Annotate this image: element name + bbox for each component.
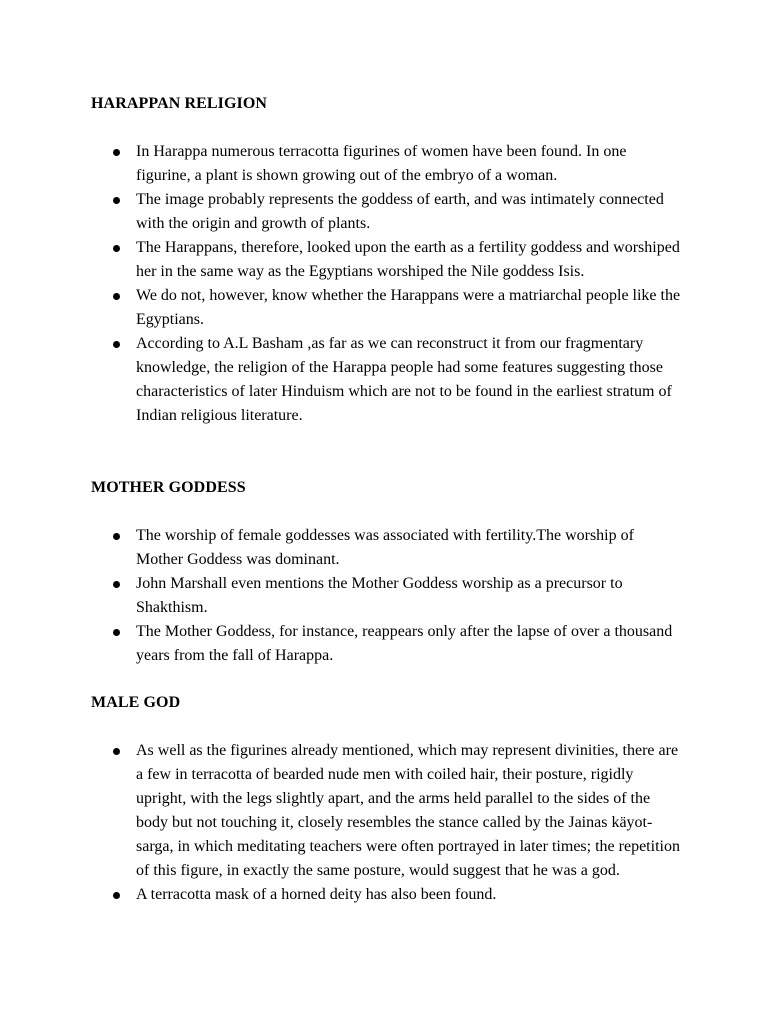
- list-item: According to A.L Basham ,as far as we can reconstruct it from our fragmentary knowledge, the religion of the Harappa people had some features suggesting those characteristics of later Hinduism which are not to be found in the earliest stratum of Indian religious literature.: [0, 332, 681, 428]
- list-item: In Harappa numerous terracotta figurines of women have been found. In one figurine, a plant is shown growing out of the embryo of a woman.: [0, 140, 681, 188]
- section-heading-mother-goddess: MOTHER GODDESS: [91, 479, 246, 496]
- bullet-list-mother-goddess: [0, 524, 768, 668]
- bullet-icon: [113, 149, 120, 156]
- bullet-icon: [113, 341, 120, 348]
- bullet-icon: [113, 533, 120, 540]
- list-item: As well as the figurines already mentioned, which may represent divinities, there are a few in terracotta of bearded nude men with coiled hair, their posture, rigidly upright, with the legs slightly apart, and the arms held parallel to the sides of the body but not touching it, closely resembles the stance called by the Jainas käyot-sarga, in which meditating teachers were often portrayed in later times; the repetition of this figure, in exactly the same posture, would suggest that he was a god.: [0, 739, 681, 883]
- list-item: John Marshall even mentions the Mother Goddess worship as a precursor to Shakthism.: [0, 572, 681, 620]
- bullet-icon: [113, 581, 120, 588]
- bullet-icon: [113, 197, 120, 204]
- list-item: A terracotta mask of a horned deity has also been found.: [0, 883, 681, 907]
- bullet-icon: [113, 245, 120, 252]
- section-heading-male-god: MALE GOD: [91, 694, 181, 711]
- list-item: The Mother Goddess, for instance, reappears only after the lapse of over a thousand years from the fall of Harappa.: [0, 620, 681, 668]
- list-item: We do not, however, know whether the Harappans were a matriarchal people like the Egyptians.: [0, 284, 681, 332]
- list-item: The worship of female goddesses was associated with fertility.The worship of Mother Goddess was dominant.: [0, 524, 681, 572]
- bullet-list-male-god: [0, 739, 768, 907]
- bullet-icon: [113, 748, 120, 755]
- bullet-icon: [113, 892, 120, 899]
- list-item: The image probably represents the goddess of earth, and was intimately connected with the origin and growth of plants.: [0, 188, 681, 236]
- list-item: The Harappans, therefore, looked upon the earth as a fertility goddess and worshiped her in the same way as the Egyptians worshiped the Nile goddess Isis.: [0, 236, 681, 284]
- bullet-list-harappan-religion: [0, 140, 768, 428]
- bullet-icon: [113, 629, 120, 636]
- section-heading-harappan-religion: HARAPPAN RELIGION: [91, 95, 268, 112]
- bullet-icon: [113, 293, 120, 300]
